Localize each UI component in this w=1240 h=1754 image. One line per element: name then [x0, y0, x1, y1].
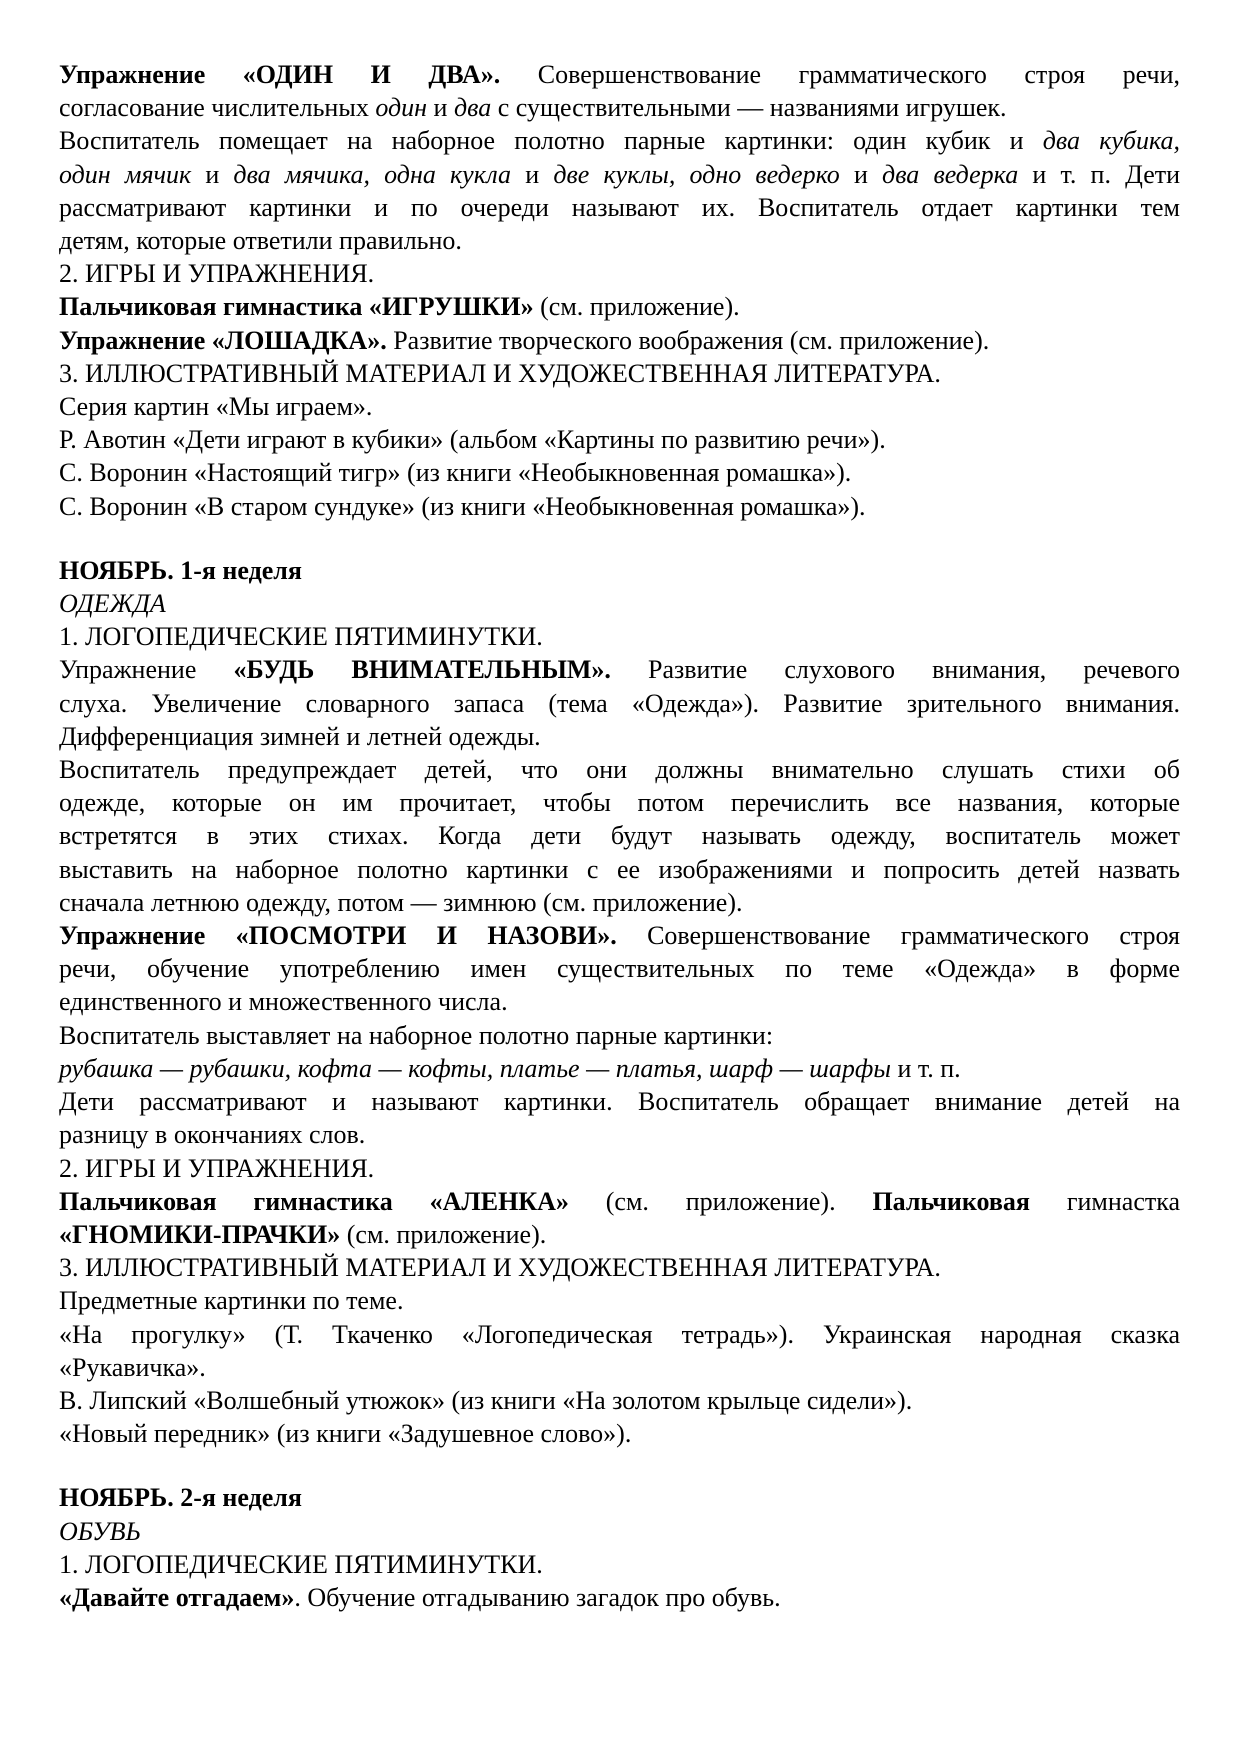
paragraph-line — [59, 124, 1180, 157]
italic-run: один мячик — [59, 159, 192, 189]
exercise-title: Пальчиковая гимнастика «ИГРУШКИ» — [59, 292, 534, 322]
week-heading — [59, 1481, 1180, 1514]
section-heading: 1. ЛОГОПЕДИЧЕСКИЕ ПЯТИМИНУТКИ. — [59, 1549, 543, 1579]
paragraph-line: разницу в окончаниях слов. — [59, 1120, 366, 1150]
exercise-title: Пальчиковая гимнастика «АЛЕНКА» — [59, 1186, 569, 1216]
text-run: Совершенствование грамматического строя — [616, 921, 1181, 951]
week-heading-text: НОЯБРЬ. 1-я неделя — [59, 555, 302, 585]
paragraph-line — [59, 58, 1180, 91]
text-run: и — [191, 159, 234, 189]
paragraph-line: одежде, которые он им прочитает, чтобы потом перечислить все названия, которые — [59, 788, 1180, 818]
week-heading — [59, 554, 1180, 587]
paragraph-line — [59, 1052, 1180, 1085]
paragraph-line — [59, 290, 1180, 323]
text-run: гимнастка — [1030, 1186, 1181, 1216]
paragraph-line — [59, 1185, 1180, 1218]
page-content — [59, 58, 1180, 1614]
paragraph-line: единственного и множественного числа. — [59, 987, 508, 1017]
literature-item: «На прогулку» (Т. Ткаченко «Логопедическая тетрадь»). Украинская народная сказка — [59, 1319, 1180, 1349]
literature-item: Р. Авотин «Дети играют в кубики» (альбом «Картины по развитию речи»). — [59, 425, 886, 455]
text-run: Совершенствование грамматического строя речи, — [500, 60, 1180, 89]
text-run: и — [839, 159, 883, 189]
text-run: согласование числительных — [59, 93, 376, 123]
italic-run: два кубика, — [1042, 126, 1181, 156]
literature-item: В. Липский «Волшебный утюжок» (из книги «На золотом крыльце сидели»). — [59, 1385, 913, 1415]
paragraph-line — [59, 1581, 1180, 1614]
paragraph-line: выставить на наборное полотно картинки с ее изображениями и попросить детей назвать — [59, 854, 1180, 884]
spacer — [59, 1450, 1180, 1481]
topic-title — [59, 1515, 1180, 1548]
literature-item: Серия картин «Мы играем». — [59, 392, 373, 422]
paragraph-line: сначала летнюю одежду, потом — зимнюю (см. приложение). — [59, 887, 743, 917]
paragraph-line: слуха. Увеличение словарного запаса (тема «Одежда»). Развитие зрительного внимания. — [59, 688, 1180, 718]
paragraph-line — [59, 158, 1180, 191]
paragraph-line — [59, 919, 1180, 952]
text-run: Развитие творческого воображения (см. приложение). — [386, 325, 990, 355]
italic-run: две куклы, одно ведерко — [553, 159, 840, 189]
text-run: и — [427, 93, 454, 123]
literature-item: «Рукавичка». — [59, 1352, 206, 1382]
text-run: Воспитатель помещает на наборное полотно парные картинки: один кубик и — [59, 126, 1043, 156]
section-heading: 1. ЛОГОПЕДИЧЕСКИЕ ПЯТИМИНУТКИ. — [59, 622, 543, 652]
section-heading: 3. ИЛЛЮСТРАТИВНЫЙ МАТЕРИАЛ И ХУДОЖЕСТВЕННАЯ ЛИТЕРАТУРА. — [59, 358, 941, 388]
italic-run: два мячика, одна кукла — [233, 159, 512, 189]
italic-run: два ведерка — [882, 159, 1019, 189]
paragraph-line: встретятся в этих стихах. Когда дети будут называть одежду, воспитатель может — [59, 821, 1180, 851]
text-run: Упражнение — [59, 655, 234, 685]
week-heading-text: НОЯБРЬ. 2-я неделя — [59, 1483, 302, 1513]
paragraph-line: детям, которые ответили правильно. — [59, 226, 462, 256]
text-run: Развитие слухового внимания, речевого — [610, 655, 1181, 685]
exercise-title: Пальчиковая — [872, 1186, 1030, 1216]
exercise-title: Упражнение «ОДИН И ДВА». — [59, 60, 501, 89]
paragraph-line: Дифференциация зимней и летней одежды. — [59, 721, 541, 751]
paragraph-line — [59, 653, 1180, 686]
text-run: (см. приложение). — [568, 1186, 873, 1216]
text-run: (см. приложение). — [533, 292, 740, 322]
exercise-title: Упражнение «ЛОШАДКА». — [59, 325, 387, 355]
section-heading: 2. ИГРЫ И УПРАЖНЕНИЯ. — [59, 1153, 375, 1183]
paragraph-line: Воспитатель предупреждает детей, что они должны внимательно слушать стихи об — [59, 755, 1180, 785]
italic-run: один — [375, 93, 428, 123]
exercise-title: «ГНОМИКИ-ПРАЧКИ» — [59, 1219, 341, 1249]
literature-item: «Новый передник» (из книги «Задушевное слово»). — [59, 1419, 632, 1449]
paragraph-line — [59, 1218, 1180, 1251]
italic-run: два — [453, 93, 492, 123]
exercise-title: «БУДЬ ВНИМАТЕЛЬНЫМ». — [233, 655, 611, 685]
text-run: и — [511, 159, 554, 189]
text-run: (см. приложение). — [340, 1219, 547, 1249]
exercise-title: «Давайте отгадаем» — [59, 1582, 295, 1612]
paragraph-line — [59, 324, 1180, 357]
topic-title-text: ОДЕЖДА — [59, 589, 166, 619]
paragraph-line — [59, 91, 1180, 124]
italic-run: рубашка — рубашки, кофта — кофты, платье — платья, шарф — шарфы — [59, 1053, 891, 1083]
exercise-title: Упражнение «ПОСМОТРИ И НАЗОВИ». — [59, 921, 617, 951]
topic-title — [59, 587, 1180, 620]
paragraph-line: Воспитатель выставляет на наборное полотно парные картинки: — [59, 1020, 774, 1050]
text-run: с существительными — названиями игрушек. — [491, 93, 1007, 123]
text-run: . Обучение отгадыванию загадок про обувь. — [294, 1582, 781, 1612]
literature-item: С. Воронин «Настоящий тигр» (из книги «Необыкновенная ромашка»). — [59, 458, 852, 488]
text-run: и т. п. Дети — [1018, 159, 1181, 189]
paragraph-line: речи, обучение употреблению имен существительных по теме «Одежда» в форме — [59, 954, 1180, 984]
section-heading: 3. ИЛЛЮСТРАТИВНЫЙ МАТЕРИАЛ И ХУДОЖЕСТВЕННАЯ ЛИТЕРАТУРА. — [59, 1253, 941, 1283]
spacer — [59, 523, 1180, 554]
topic-title-text: ОБУВЬ — [59, 1516, 141, 1546]
section-heading: 2. ИГРЫ И УПРАЖНЕНИЯ. — [59, 259, 375, 289]
paragraph-line: Дети рассматривают и называют картинки. Воспитатель обращает внимание детей на — [59, 1087, 1180, 1117]
paragraph-line: рассматривают картинки и по очереди называют их. Воспитатель отдает картинки тем — [59, 192, 1180, 222]
text-run: и т. п. — [890, 1053, 961, 1083]
literature-item: С. Воронин «В старом сундуке» (из книги «Необыкновенная ромашка»). — [59, 491, 866, 521]
literature-item: Предметные картинки по теме. — [59, 1286, 404, 1316]
